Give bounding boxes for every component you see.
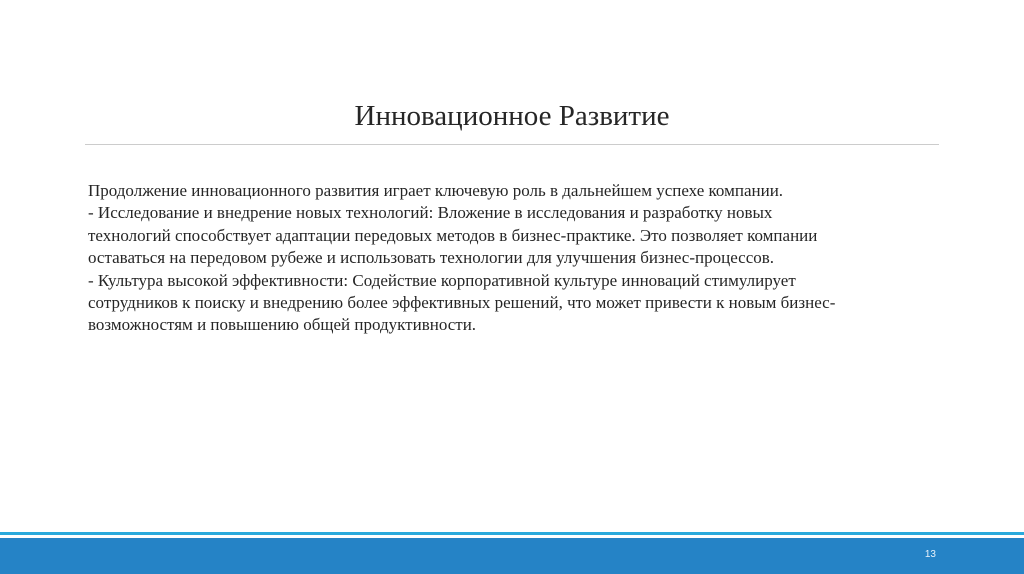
slide-title: Инновационное Развитие (354, 100, 670, 132)
title-divider (85, 144, 939, 145)
body-line: оставаться на передовом рубеже и использовать технологии для улучшения бизнес-процессов. (88, 248, 775, 268)
body-line: возможностям и повышению общей продуктивности. (88, 315, 477, 335)
body-line: - Исследование и внедрение новых технологий: Вложение в исследования и разработку новых (88, 203, 773, 223)
slide-number: 13 (924, 549, 936, 560)
footer-bar (0, 538, 1024, 574)
slide-body (88, 180, 948, 337)
footer-accent-line (0, 532, 1024, 535)
body-line: технологий способствует адаптации передовых методов в бизнес-практике. Это позволяет компании (88, 225, 818, 245)
body-line: - Культура высокой эффективности: Содействие корпоративной культуре инноваций стимулирует (88, 270, 796, 290)
body-line: Продолжение инновационного развития играет ключевую роль в дальнейшем успехе компании. (88, 181, 784, 200)
body-line: сотрудников к поиску и внедрению более эффективных решений, что может привести к новым бизнес- (88, 293, 836, 313)
